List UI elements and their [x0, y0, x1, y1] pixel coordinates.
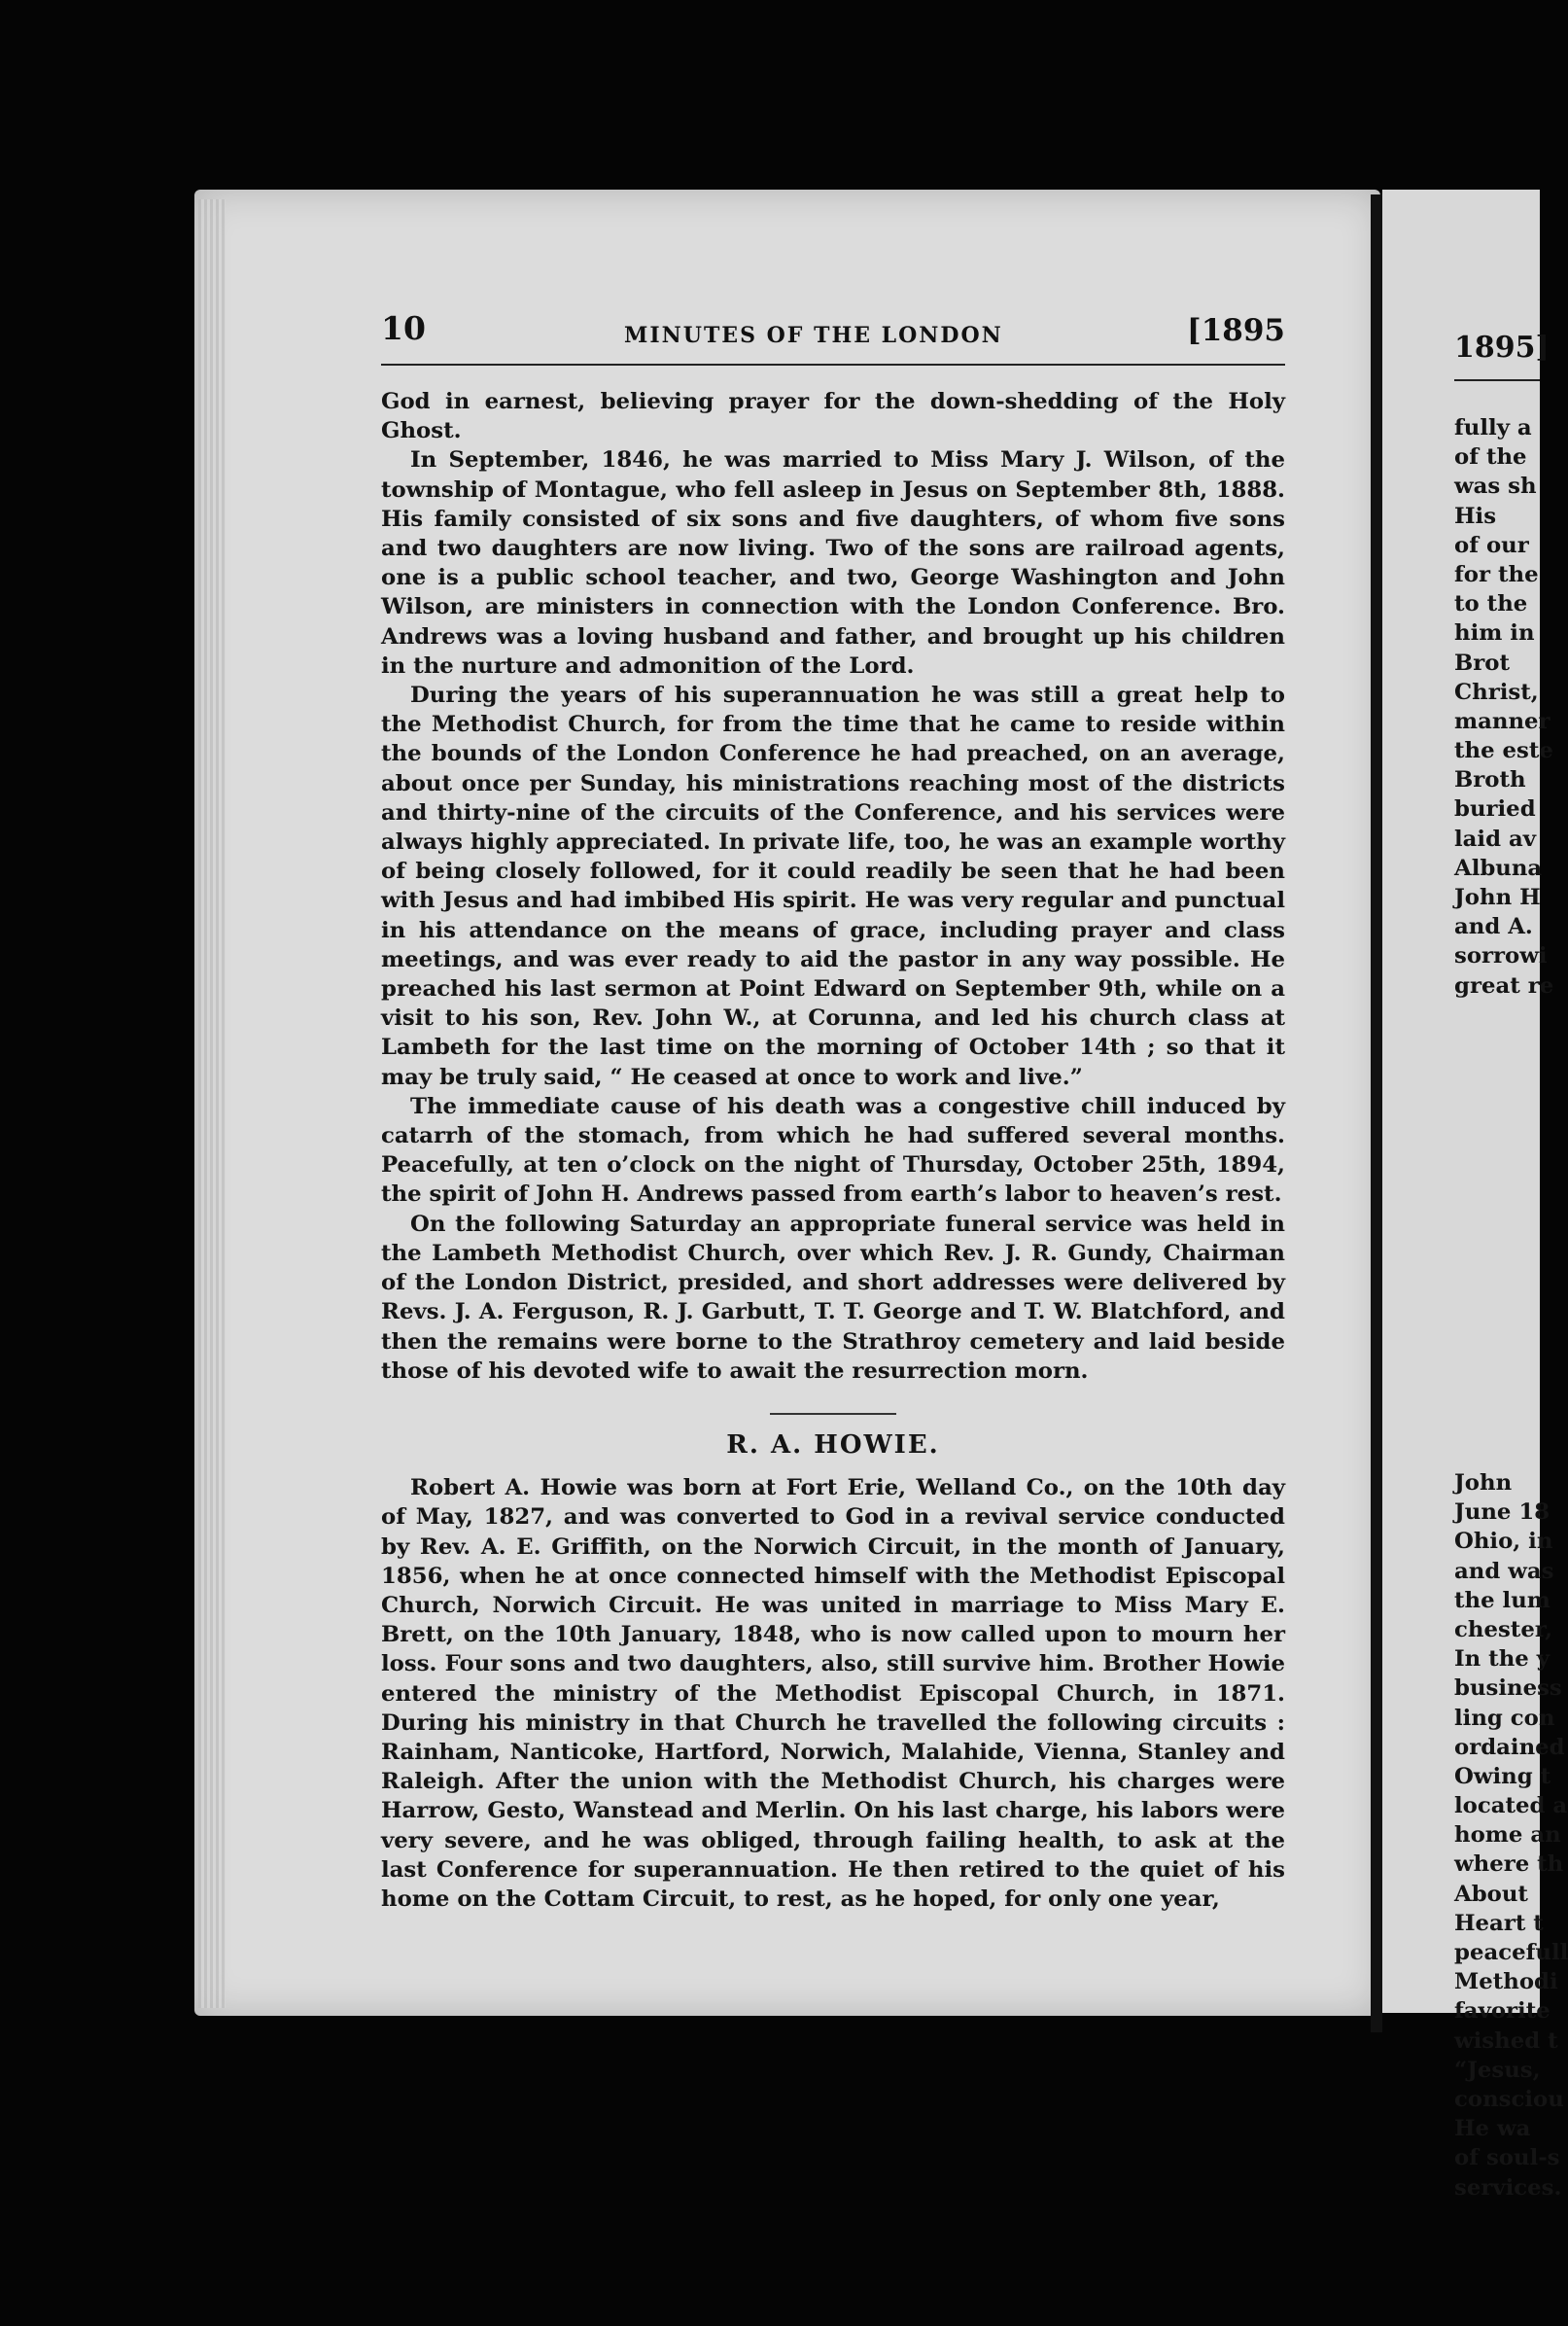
right-page-line: located a	[1454, 1793, 1568, 1819]
section-divider	[770, 1413, 896, 1415]
paragraph: During the years of his superannuation he was still a great help to the Methodist Church, for from the time that he came to reside within the bounds of the London Conference he had preached, on an average, about once per Sunday, his ministrations reaching most of the districts and thirty-nine of the circuits of the Conference, and his services were always highly appreciated. In private life, too, he was an example worthy of being closely followed, for it could readily be seen that he had been with Jesus and had imbibed His spirit. He was very regular and punctual in his attendance on the means of grace, including prayer and class meetings, and was ever ready to aid the pastor in any way possible. He preached his last sermon at Point Edward on September 9th, while on a visit to his son, Rev. John W., at Corunna, and led his church class at Lambeth for the last time on the morning of October 14th ; so that it may be truly said, “ He ceased at once to work and live.”	[381, 683, 1285, 1090]
right-page-line: “Jesus,	[1454, 2057, 1541, 2083]
right-page-line: consciou	[1454, 2086, 1564, 2112]
right-page-line: buried	[1454, 796, 1536, 823]
right-page-line: sorrowi	[1454, 943, 1548, 969]
right-page-line: of our	[1454, 532, 1529, 558]
paragraph: On the following Saturday an appropriate funeral service was held in the Lambeth Methodist Church, over which Rev. J. R. Gundy, Chairman of the London District, presided, and short addresses were delivered by Revs. J. A. Ferguson, R. J. Garbutt, T. T. George and T. W. Blatchford, and then the remains were borne to the Strathroy cemetery and laid beside those of his devoted wife to await the resurrection morn.	[381, 1211, 1285, 1384]
paragraph: The immediate cause of his death was a congestive chill induced by catarrh of the stomach, from which he had suffered several months. Peacefully, at ten o’clock on the night of Thursday, October 25th, 1894, the spirit of John H. Andrews passed from earth’s labor to heaven’s rest.	[381, 1093, 1285, 1208]
right-header-rule	[1454, 379, 1540, 381]
paragraph: In September, 1846, he was married to Miss Mary J. Wilson, of the township of Montague, who fell asleep in Jesus on September 8th, 1888. His family consisted of six sons and five daughters, of whom five sons and two daughters are now living. Two of the sons are railroad agents, one is a public school teacher, and two, George Washington and John Wilson, are ministers in connection with the London Conference. Bro. Andrews was a loving husband and father, and brought up his children in the nurture and admonition of the Lord.	[381, 447, 1285, 679]
right-page-line: About	[1454, 1881, 1528, 1907]
right-page-bottom-lines	[1454, 1468, 1568, 2203]
right-page-line: great re	[1454, 972, 1554, 999]
running-title: MINUTES OF THE LONDON	[624, 323, 1003, 348]
right-page-line: Christ,	[1454, 679, 1539, 705]
right-page-top-lines	[1454, 413, 1553, 1001]
right-page-line: for the	[1454, 561, 1539, 587]
right-page-line: of soul-s	[1454, 2145, 1560, 2171]
right-page-line: manner	[1454, 708, 1551, 734]
right-page-line: ling con	[1454, 1705, 1555, 1731]
header-rule	[381, 364, 1285, 366]
right-page-line: laid av	[1454, 826, 1536, 852]
right-page-line: peacefull	[1454, 1940, 1568, 1965]
right-page-line: chester,	[1454, 1616, 1553, 1642]
right-page-line: home an	[1454, 1822, 1561, 1849]
right-page-line: and was	[1454, 1558, 1554, 1584]
book-gutter	[1371, 194, 1382, 2032]
right-page-line: was sh	[1454, 474, 1537, 500]
page-number: 10	[381, 309, 426, 347]
right-page-line: wished t	[1454, 2027, 1558, 2054]
right-page-line: him in	[1454, 620, 1535, 647]
header-year: [1895	[1187, 313, 1285, 348]
page-header	[381, 309, 1285, 368]
right-page-line: services.	[1454, 2174, 1562, 2201]
right-page-line: Heart t	[1454, 1910, 1544, 1936]
right-page-line: Broth	[1454, 767, 1526, 793]
right-page-line: He wa	[1454, 2116, 1531, 2142]
right-page-line: John H	[1454, 885, 1541, 910]
right-page-line: favorite	[1454, 1998, 1551, 2025]
right-page-line: fully a	[1454, 415, 1532, 441]
right-page-line: Methodi	[1454, 1969, 1558, 1995]
right-page-line: June 18	[1454, 1499, 1551, 1526]
right-page-line: John	[1454, 1470, 1513, 1496]
right-page-line: His	[1454, 503, 1497, 529]
right-page-year: 1895]	[1454, 331, 1550, 365]
paragraph: Robert A. Howie was born at Fort Erie, Welland Co., on the 10th day of May, 1827, and was converted to God in a revival service conducted by Rev. A. E. Griffith, on the Norwich Circuit, in the month of January, 1856, when he at once connected himself with the Methodist Episcopal Church, Norwich Circuit. He was united in marriage to Miss Mary E. Brett, on the 10th January, 1848, who is now called upon to mourn her loss. Four sons and two daughters, also, still survive him. Brother Howie entered the ministry of the Methodist Episcopal Church, in 1871. During his ministry in that Church he travelled the following circuits : Rainham, Nanticoke, Hartford, Norwich, Malahide, Vienna, Stanley and Raleigh. After the union with the Methodist Church, his charges were Harrow, Gesto, Wanstead and Merlin. On his last charge, his labors were very severe, and he was obliged, through failing health, to ask at the last Conference for superannuation. He then retired to the quiet of his home on the Cottam Circuit, to rest, as he hoped, for only one year,	[381, 1475, 1285, 1912]
right-page-line: In the y	[1454, 1646, 1550, 1673]
page-body	[381, 387, 1285, 1914]
right-page-line: Albuna	[1454, 855, 1543, 881]
page-edges	[198, 199, 226, 2008]
right-page-line: the este	[1454, 738, 1553, 764]
right-page-line: business	[1454, 1675, 1562, 1702]
right-page-line: of the	[1454, 444, 1527, 471]
section-heading: R. A. HOWIE.	[726, 1429, 940, 1460]
paragraph: God in earnest, believing prayer for the down-shedding of the Holy Ghost.	[381, 389, 1285, 444]
right-page-line: Brot	[1454, 650, 1511, 676]
right-page-line: Owing t	[1454, 1763, 1551, 1789]
right-page-line: Ohio, in	[1454, 1529, 1553, 1555]
right-page-line: to the	[1454, 591, 1528, 617]
right-page	[1382, 190, 1568, 2201]
right-page-line: ordained	[1454, 1734, 1565, 1760]
right-page-line: and A.	[1454, 914, 1533, 940]
right-page-line: the lum	[1454, 1587, 1551, 1613]
right-page-line: where th	[1454, 1851, 1564, 1878]
